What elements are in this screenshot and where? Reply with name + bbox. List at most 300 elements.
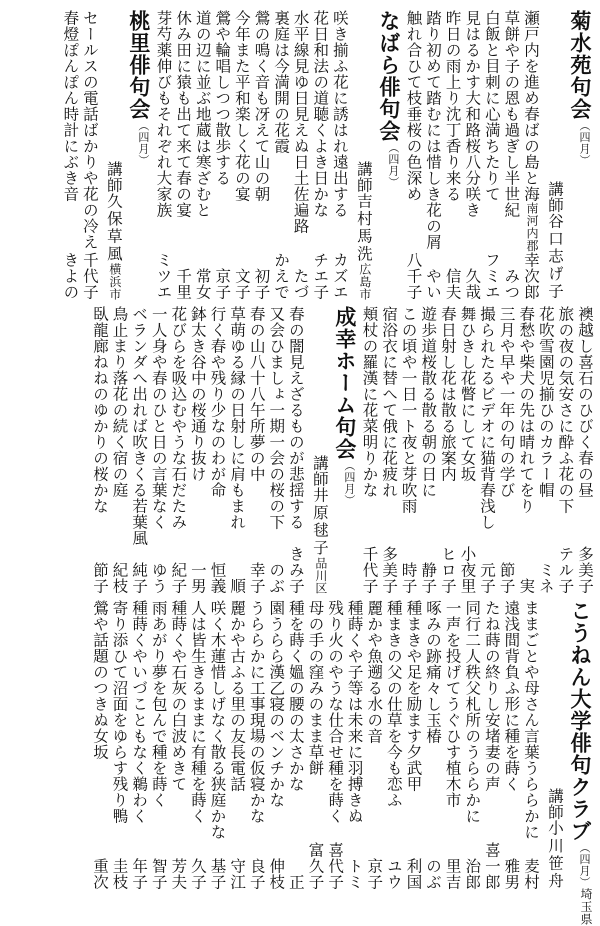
haiku-column [364, 600, 384, 890]
spacer [383, 808, 403, 858]
haiku-text: 草餅や子の恩も過ぎし半世紀 [502, 10, 521, 218]
haiku-text: 行く春や残り少なのわが命 [208, 306, 227, 498]
spacer [129, 546, 149, 562]
haiku-text: 踏り初めて踏むには惜しき花の屑 [424, 10, 443, 250]
haiku-column [437, 306, 457, 594]
group-month: （四月） [386, 142, 400, 188]
teacher-place: 品川区 [313, 556, 328, 594]
haiku-text: 咲き揃ふ花に誘はれ遠出する [330, 10, 349, 218]
spacer [555, 514, 575, 546]
haiku-author: 久子 [188, 858, 207, 890]
spacer [99, 10, 123, 161]
haiku-column [344, 600, 364, 890]
haiku-author: 順 [228, 578, 247, 594]
haiku-author: 伸枝 [267, 858, 286, 890]
haiku-text: 鶯の鳴く音も冴えて山の朝 [252, 10, 271, 202]
spacer [89, 760, 109, 858]
haiku-author: チエ子 [311, 252, 330, 300]
teacher-column [540, 10, 564, 300]
spacer [187, 824, 207, 858]
haiku-column [496, 306, 516, 594]
haiku-column [501, 600, 521, 890]
haiku-column [481, 10, 501, 300]
haiku-text: 水平線見ゆ日見えぬ日土佐遍路 [291, 10, 310, 234]
haiku-text: 春の闇見えざるものが悲揺する [286, 306, 305, 530]
spacer [187, 482, 207, 562]
group-place: 埼玉県 [579, 888, 593, 926]
haiku-column [246, 600, 266, 890]
haiku-text: 残り火のやうな仕合せ種を蒔く [326, 600, 345, 824]
spacer [516, 514, 536, 578]
haiku-column [192, 10, 212, 300]
haiku-text: 麗かや古ふる里の友長電話 [228, 600, 247, 792]
spacer [481, 792, 501, 842]
haiku-text: 白飯と目刺に心満ちたりて [482, 10, 501, 202]
haiku-author: やい [424, 268, 443, 300]
haiku-text: 春愁や柴犬の先は晴れてをり [517, 306, 536, 514]
spacer [496, 498, 516, 562]
teacher-label: 講師 [310, 454, 329, 487]
haiku-text: 頬杖の羅漢に花菜明りかな [360, 306, 379, 498]
haiku-text: 人は皆生きるままに有種を蒔く [188, 600, 207, 824]
haiku-text: 草萌ゆる縁の日射しに肩もまれ [228, 306, 247, 530]
haiku-column [148, 306, 168, 594]
haiku-text: 道の辺に並ぶ地蔵は寒ざむと [193, 10, 212, 218]
haiku-text: 花びらを吸込むやうな石だたみ [169, 306, 188, 530]
haiku-text: 種蒔くやいづこともなく鵜わく [130, 600, 149, 824]
haiku-column [535, 306, 555, 594]
haiku-text: 三月や早や一年の句の学び [497, 306, 516, 498]
spacer [501, 218, 521, 268]
haiku-text: 種蒔くや石灰の白波めきて [169, 600, 188, 792]
haiku-column [246, 306, 266, 594]
haiku-text: 一声を投げてうぐひす植木市 [443, 600, 462, 808]
haiku-author: ゆう [149, 562, 168, 594]
teacher-label: 講師 [546, 180, 564, 213]
haiku-text: 寄り添ひて沼面をゆらす残り鴨 [110, 600, 129, 824]
spacer [437, 482, 457, 546]
haiku-author: ミネ [536, 562, 555, 594]
haiku-text: セールスの電話ばかりや花の冷え [80, 10, 99, 250]
haiku-text: 咲く木蓮惜しげなく散る狭庭かな [208, 600, 227, 840]
spacer [60, 202, 80, 252]
haiku-author: フミエ [482, 252, 501, 300]
haiku-author: 利国 [404, 858, 423, 890]
spacer [442, 808, 462, 858]
haiku-column [129, 600, 149, 890]
haiku-column [378, 306, 398, 594]
haiku-text: この頃や一日一ト夜と芽吹雨 [399, 306, 418, 514]
haiku-text: 春の山八十八午所夢の中 [247, 306, 266, 482]
haiku-column [187, 306, 207, 594]
haiku-column [516, 306, 536, 594]
haiku-column [168, 306, 188, 594]
spacer [462, 824, 482, 858]
spacer [207, 840, 227, 858]
spacer [476, 530, 496, 562]
spacer [148, 530, 168, 562]
haiku-text: 花日和法の道聴くよき日かな [311, 10, 330, 218]
haiku-author: 多美子 [380, 546, 399, 594]
haiku-text: 旅の夜の気安さに酔ふ花の下 [556, 306, 575, 514]
haiku-text: 昨日の雨上り沈丁香り来る [443, 10, 462, 202]
spacer [270, 154, 290, 252]
author-place: 南河内郡 [525, 202, 539, 252]
haiku-author: 圭枝 [110, 858, 129, 890]
haiku-author: のぶ [424, 858, 443, 890]
haiku-author: テル子 [556, 546, 575, 594]
haiku-column [153, 10, 173, 300]
teacher-column [99, 10, 123, 300]
spacer [168, 530, 188, 562]
spacer [462, 218, 482, 268]
teacher-label: 講師 [354, 160, 373, 193]
teacher-name: 久保草風 [104, 192, 123, 263]
teacher-name: 吉村馬洗 [354, 192, 373, 263]
spacer [285, 792, 305, 874]
spacer [227, 530, 247, 578]
group-title: こうねん大学俳句クラブ [568, 600, 592, 842]
haiku-column [520, 600, 540, 890]
haiku-author: 喜代子 [326, 842, 345, 890]
haiku-column [168, 600, 188, 890]
haiku-column [520, 10, 540, 300]
haiku-author: ユウ [384, 858, 403, 890]
spacer [329, 506, 359, 594]
haiku-author: 千代子 [80, 252, 99, 300]
haiku-author: 喜一郎 [482, 842, 501, 890]
haiku-author: 初子 [252, 268, 271, 300]
haiku-column [148, 600, 168, 890]
haiku-text: 舞ひきし花瞥にして女坂 [458, 306, 477, 482]
haiku-text: 一人身や春のひと日の言葉なく [149, 306, 168, 530]
spacer [192, 218, 212, 268]
haiku-text: 瀬戸内を進め春ばの島と海 [522, 10, 540, 202]
haiku-text: 鶯や輪唱しつつ散歩する [213, 10, 232, 186]
haiku-text: 見はるかす大和路桜八分咲き [463, 10, 482, 218]
spacer [442, 202, 462, 268]
spacer [89, 514, 109, 562]
spacer [398, 514, 418, 562]
group-title-column [123, 10, 153, 300]
haiku-column [89, 600, 109, 890]
haiku-column [227, 600, 247, 890]
haiku-column [422, 600, 442, 890]
spacer [540, 10, 564, 181]
spacer [349, 10, 373, 161]
teacher-place: 横浜市 [107, 262, 122, 300]
group-title-column [564, 10, 594, 300]
teacher-name: 谷口志げ子 [546, 212, 564, 300]
haiku-author: 里吉 [443, 858, 462, 890]
haiku-column [403, 10, 423, 300]
haiku-column [207, 306, 227, 594]
haiku-author: 久哉 [463, 268, 482, 300]
haiku-text: 園うらら漢乙寝のベンチかな [267, 600, 286, 808]
haiku-author: 小夜里 [458, 546, 477, 594]
haiku-author: 紀枝 [110, 562, 129, 594]
haiku-author: 幸次郎 [522, 252, 540, 300]
haiku-author: 京子 [365, 858, 384, 890]
haiku-column [129, 306, 149, 594]
group-title-column [373, 10, 403, 300]
haiku-column [403, 600, 423, 890]
group-month: （四月） [136, 120, 150, 166]
haiku-column [481, 600, 501, 890]
haiku-text: 麗かや魚遡る水の音 [365, 600, 384, 744]
haiku-column [329, 10, 349, 300]
haiku-author: 実 [517, 578, 536, 594]
haiku-author: 治郎 [463, 858, 482, 890]
haiku-author: きみ子 [286, 546, 305, 594]
spacer [251, 202, 271, 268]
haiku-author: 静子 [419, 562, 438, 594]
haiku-text: 鶯や話題のつきぬ女坂 [90, 600, 109, 760]
spacer [403, 792, 423, 858]
spacer [364, 744, 384, 858]
spacer [153, 218, 173, 252]
group-title: なばら俳句会 [376, 10, 401, 142]
spacer [123, 166, 153, 300]
haiku-text: 母の手の窪みのまま草餅 [306, 600, 325, 776]
spacer [422, 744, 442, 858]
spacer [457, 482, 477, 546]
band-top [6, 10, 594, 300]
group-title: 成幸ホーム句会 [332, 306, 357, 460]
spacer [231, 202, 251, 268]
spacer [290, 234, 310, 268]
haiku-column [462, 600, 482, 890]
haiku-column [173, 10, 193, 300]
haiku-author: 正 [286, 874, 305, 890]
spacer [418, 498, 438, 562]
band-middle [6, 306, 594, 594]
haiku-author: 信夫 [443, 268, 462, 300]
teacher-name: 小川笹舟 [546, 820, 564, 890]
haiku-text: うららかに工事現場の仮寝かな [247, 600, 266, 824]
haiku-text: 芽芍薬伸びもそれぞれ大家族 [154, 10, 173, 218]
teacher-column [305, 306, 329, 594]
haiku-text: 雨あがり夢を包んで種を蒔く [149, 600, 168, 808]
haiku-text: 種まきの父の仕草を今も恋ふ [384, 600, 403, 808]
haiku-author: 多美子 [576, 546, 594, 594]
spacer [574, 498, 594, 546]
haiku-author: 節子 [497, 562, 516, 594]
haiku-author: 節子 [90, 562, 109, 594]
haiku-author: ヒロ子 [438, 546, 457, 594]
spacer [422, 250, 442, 268]
haiku-text: 今年また平和楽しく花の宴 [232, 10, 251, 202]
haiku-column [290, 10, 310, 300]
haiku-author: みつ [502, 268, 521, 300]
haiku-text: 裏庭は今満開の花霞 [272, 10, 291, 154]
haiku-text: 種を蒔く媼の腰の太さかな [286, 600, 305, 792]
spacer [129, 824, 149, 858]
haiku-column [231, 10, 251, 300]
haiku-column [359, 306, 379, 594]
haiku-text: 種蒔くや子等は未来に羽搏きぬ [345, 600, 364, 824]
haiku-column [442, 10, 462, 300]
haiku-column [398, 306, 418, 594]
haiku-text: 啄みの跡痛々し玉椿 [424, 600, 443, 744]
haiku-column [418, 306, 438, 594]
spacer [520, 840, 540, 858]
haiku-author: 良子 [247, 858, 266, 890]
spacer [207, 498, 227, 562]
haiku-text: 休み田に猿も出て来て春の宴 [174, 10, 193, 218]
haiku-column [251, 10, 271, 300]
haiku-author: トミ [345, 858, 364, 890]
spacer [266, 808, 286, 858]
haiku-column [109, 306, 129, 594]
haiku-author: 芳夫 [169, 858, 188, 890]
haiku-column [266, 600, 286, 890]
spacer [168, 792, 188, 858]
haiku-column [89, 306, 109, 594]
teacher-column [349, 10, 373, 300]
haiku-author: 年子 [130, 858, 149, 890]
spacer [403, 202, 423, 252]
haiku-column [501, 10, 521, 300]
haiku-column [457, 306, 477, 594]
haiku-author: ミツエ [154, 252, 173, 300]
spacer [212, 186, 232, 268]
spacer [378, 498, 398, 546]
haiku-column [383, 600, 403, 890]
spacer [285, 530, 305, 546]
haiku-text: 触れ合ひて枝垂桜の色深め [404, 10, 423, 202]
spacer [305, 306, 329, 455]
spacer [329, 218, 349, 252]
haiku-column [442, 600, 462, 890]
haiku-author: 一男 [188, 562, 207, 594]
spacer [564, 166, 594, 300]
haiku-column [270, 10, 290, 300]
haiku-text: 臥龍廊ねねのゆかりの桜かな [90, 306, 109, 514]
haiku-text: 撮られたるビデオに猫背春浅し [478, 306, 497, 530]
haiku-author: のぶ [267, 562, 286, 594]
haiku-author: カズエ [330, 252, 349, 300]
haiku-author: 八千子 [404, 252, 423, 300]
haiku-author: 麦村 [522, 858, 540, 890]
haiku-text: 又会ひましょ一期一会の桜の下 [267, 306, 286, 530]
haiku-column [187, 600, 207, 890]
spacer [173, 218, 193, 268]
teacher-label: 講師 [546, 788, 564, 820]
band-bottom [6, 600, 594, 926]
haiku-column [462, 10, 482, 300]
spacer [246, 482, 266, 562]
group-title: 桃里俳句会 [126, 10, 151, 120]
group-title-column [564, 600, 594, 926]
haiku-text: 春日射し花は散る旅案内 [438, 306, 457, 482]
haiku-text: 遊歩道桜散る散る朝の日に [419, 306, 438, 498]
haiku-column [79, 10, 99, 300]
spacer [148, 808, 168, 858]
haiku-column [574, 306, 594, 594]
spacer [373, 188, 403, 300]
haiku-author: 元子 [478, 562, 497, 594]
haiku-column [324, 600, 344, 890]
haiku-text: 鳥止まり落花の続く宿の庭 [110, 306, 129, 498]
haiku-text: 春燈ぽんぽん時計にぶき音 [61, 10, 80, 202]
haiku-author: 智子 [149, 858, 168, 890]
haiku-author: きよの [61, 252, 80, 300]
haiku-column [310, 10, 330, 300]
spacer [109, 498, 129, 562]
group-month: （四月） [578, 120, 591, 166]
spacer [246, 824, 266, 858]
haiku-column [227, 306, 247, 594]
haiku-column [555, 306, 575, 594]
spacer [109, 824, 129, 858]
spacer [481, 202, 501, 252]
spacer [266, 530, 286, 562]
haiku-text: 花吹雪園児揃ひのカラー帽 [536, 306, 555, 498]
haiku-column [266, 306, 286, 594]
teacher-name: 井原毬子 [310, 486, 329, 557]
haiku-author: かえで [272, 252, 291, 300]
haiku-author: 文子 [232, 268, 251, 300]
haiku-column [60, 10, 80, 300]
spacer [344, 824, 364, 858]
haiku-author: 雅男 [502, 858, 521, 890]
group-month: （四月） [342, 460, 356, 506]
haiku-column [422, 10, 442, 300]
haiku-column [207, 600, 227, 890]
haiku-text: たね蒔の終りし安堵妻の声 [482, 600, 501, 792]
haiku-text: ままごとや母さん言葉うららかに [522, 600, 540, 840]
haiku-author: 純子 [130, 562, 149, 594]
haiku-author: 千代子 [360, 546, 379, 594]
haiku-column [212, 10, 232, 300]
haiku-column [109, 600, 129, 890]
haiku-text: 宿浴衣に替へて俄に花疲れ [380, 306, 399, 498]
haiku-author: 幸子 [247, 562, 266, 594]
haiku-author: 時子 [399, 562, 418, 594]
haiku-column [285, 306, 305, 594]
teacher-place: 広島市 [357, 262, 372, 300]
haiku-author: 守江 [228, 858, 247, 890]
spacer [535, 498, 555, 562]
spacer [540, 600, 564, 788]
spacer [227, 792, 247, 858]
spacer [305, 776, 325, 842]
haiku-author: 常女 [193, 268, 212, 300]
spacer [324, 824, 344, 842]
haiku-text: 鉢太き谷中の桜通り抜け [188, 306, 207, 482]
haiku-text: 種まきや足を励ます夕武甲 [404, 600, 423, 792]
haiku-column [476, 306, 496, 594]
haiku-text: 遠浅間背負ふ形に種を蒔く [502, 600, 521, 792]
teacher-column [540, 600, 564, 890]
haiku-author: 富久子 [306, 842, 325, 890]
haiku-text: 同行二人秩父札所のうららかに [463, 600, 482, 824]
spacer [501, 792, 521, 858]
haiku-author: 重次 [90, 858, 109, 890]
haiku-author: 基子 [208, 858, 227, 890]
spacer [310, 218, 330, 252]
haiku-author: たづ [291, 268, 310, 300]
teacher-label: 講師 [104, 160, 123, 193]
group-title-column [329, 306, 359, 594]
haiku-text: 襖越し喜石のひびく春の昼 [576, 306, 594, 498]
group-month: （四月） [578, 842, 591, 888]
group-title: 菊水苑句会 [568, 10, 592, 120]
haiku-author: 京子 [213, 268, 232, 300]
haiku-column [285, 600, 305, 890]
spacer [359, 498, 379, 546]
